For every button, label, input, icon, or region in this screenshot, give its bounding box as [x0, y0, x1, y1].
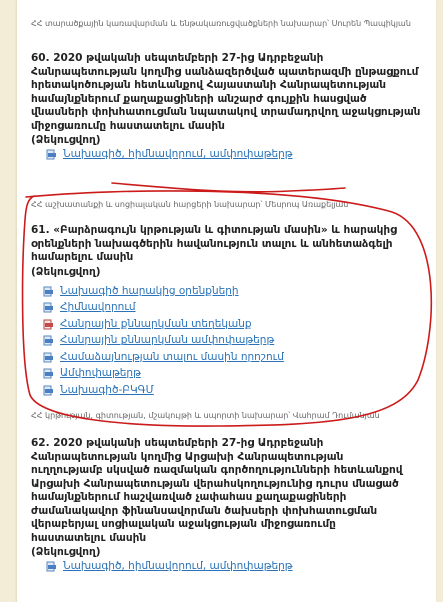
document-icon [43, 286, 53, 297]
document-link-label: Հանրային քննարկման տեղեկանք [60, 317, 252, 330]
document-link[interactable] [31, 316, 427, 333]
status-label: (Ձեկուցվող) [31, 134, 101, 146]
document-link-label: Համաձայնության տալու մասին որոշում [60, 350, 284, 363]
document-icon [43, 385, 53, 396]
document-link-label: Նախագիծ, հիմնավորում, ամփոփաթերթ [63, 148, 293, 160]
document-link-label: Հիմնավորում [60, 301, 136, 314]
agenda-item-title: 62. 2020 թվականի սեպտեմբերի 27-ից Ադրբեջանի Հանրապետության կողմից Արցախի Հանրապետության ուղղությամբ սկսված ռազմական գործողությունների հետևանքով Արցախի Հանրապետության վերահսկողությունից դուրս մնացած համայնքներում հաշվառված չափահաս քաղաքացիների ժամանակավոր ֆինանսավորման ծախսերի փոխհատուցման վերաբերյալ սոցիալական աջակցության միջոցառումը հաստատելու մասին [31, 437, 403, 544]
document-icon [46, 561, 56, 572]
document-icon [46, 149, 56, 160]
document-link[interactable] [31, 147, 423, 162]
document-link-label: Նախագիծ, հիմնավորում, ամփոփաթերթ [63, 560, 293, 572]
document-link-label: Նախագիծ-ԲԿԳՄ [60, 383, 154, 396]
agenda-item-60-body [31, 52, 423, 162]
rapporteur-label: ՀՀ կրթության, գիտության, մշակույթի և սպորտի նախարար՝ Վահրամ Դումանյան [31, 411, 380, 420]
agenda-item-61-body [31, 224, 416, 279]
agenda-item-60 [31, 18, 427, 30]
pdf-icon [43, 319, 53, 330]
document-link[interactable] [31, 333, 427, 350]
document-link[interactable] [31, 559, 411, 574]
rapporteur-label: ՀՀ աշխատանքի և սոցիալական հարցերի նախարար՝ Մեսրոպ Առաքելյան [31, 200, 349, 209]
document-icon [43, 352, 53, 363]
agenda-item-62 [31, 410, 427, 422]
document-icon [43, 368, 53, 379]
document-link[interactable] [31, 300, 427, 317]
document-link-label: Հանրային քննարկման ամփոփաթերթ [60, 334, 275, 347]
status-label: (Ձեկուցվող) [31, 265, 101, 278]
document-link[interactable] [31, 349, 427, 366]
document-link-label: Նախագիծ հարակից օրենքների [60, 284, 239, 297]
agenda-item-title: 60. 2020 թվականի սեպտեմբերի 27-ից Ադրբեջանի Հանրապետության կողմից սանձազերծված պատերազմի ընթացքում հրետակոծության հետևանքով Հայաստանի Հանրապետության համայնքներում քաղաքացիների անշարժ գույքին հասցված վնասների փոխհատուցման նպատակով տրամադրվող աջակցության միջոցառումը հաստատելու մասին [31, 52, 421, 132]
document-icon [43, 335, 53, 346]
document-link[interactable] [31, 283, 427, 300]
agenda-item-title: 61. «Բարձրագույն կրթության և գիտության մասին» և հարակից օրենքների նախագծերին հավանություն տալու և անհետաձգելի համարելու մասին [31, 224, 397, 263]
agenda-item-61 [31, 199, 427, 211]
document-link-list [31, 283, 427, 399]
document-page [16, 0, 436, 602]
document-link[interactable] [31, 366, 427, 383]
document-icon [43, 302, 53, 313]
agenda-item-62-body [31, 437, 411, 574]
document-link[interactable] [31, 382, 427, 399]
status-label: (Ձեկուցվող) [31, 546, 101, 558]
document-link-label: Ամփոփաթերթ [60, 367, 141, 380]
rapporteur-label: ՀՀ տարածքային կառավարման և ենթակառուցվածքների նախարար՝ Սուրեն Պապիկյան [31, 19, 411, 28]
